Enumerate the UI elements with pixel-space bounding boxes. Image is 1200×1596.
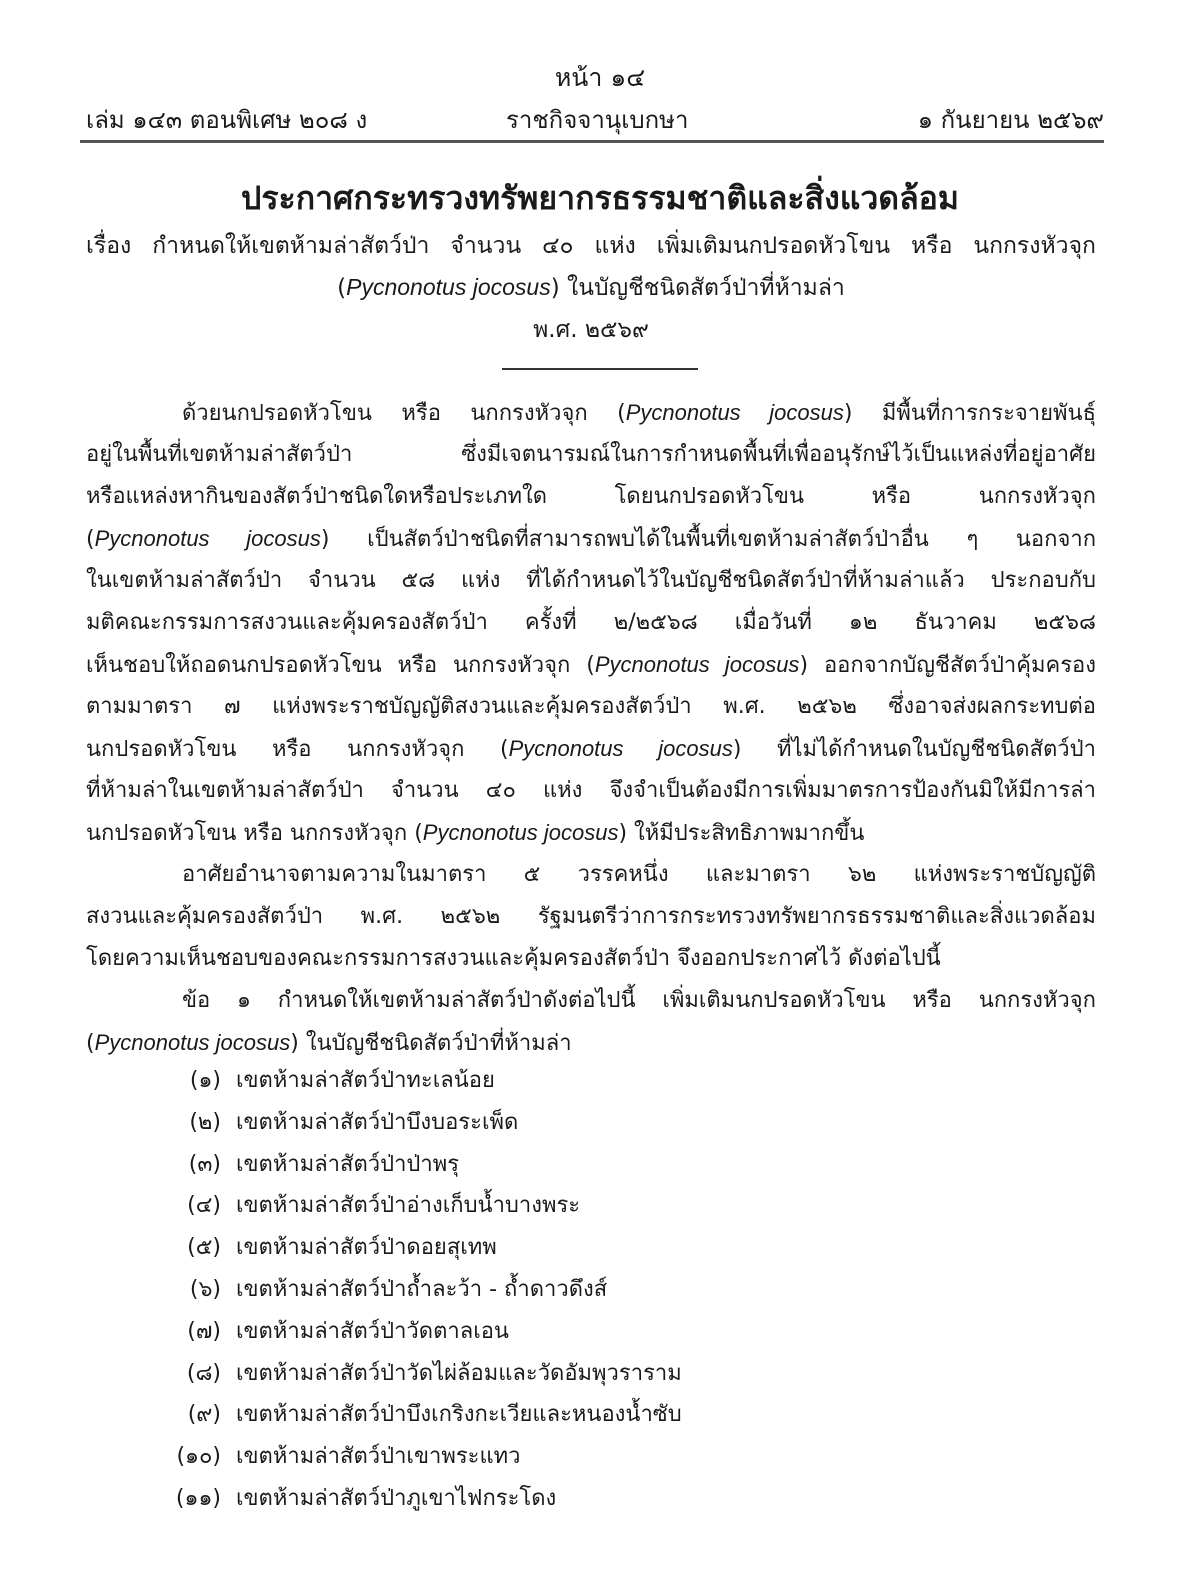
list-item [86,1436,1096,1478]
list-item [86,1478,1096,1520]
sanctuary-list [86,1060,1096,1520]
list-item [86,1311,1096,1353]
authority-paragraph [86,854,1096,980]
list-item [86,1353,1096,1395]
volume-issue: เล่ม ๑๔๓ ตอนพิเศษ ๒๐๘ ง [86,106,368,134]
item-name: เขตห้ามล่าสัตว์ป่าบึงบอระเพ็ด [236,1109,519,1135]
paragraph-line: (Pycnonotus jocosus) เป็นสัตว์ป่าชนิดที่สามารถพบได้ในพื้นที่เขตห้ามล่าสัตว์ป่าอื่น ๆ นอกจาก [86,526,1096,552]
item-number: (๖) [189,1276,221,1302]
list-item [86,1269,1096,1311]
paragraph-line: นกปรอดหัวโขน หรือ นกกรงหัวจุก (Pycnonotus jocosus) ให้มีประสิทธิภาพมากขึ้น [86,820,865,846]
item-name: เขตห้ามล่าสัตว์ป่าทะเลน้อย [236,1068,495,1093]
item-number: (๑) [189,1068,221,1093]
paragraph-line: นกปรอดหัวโขน หรือ นกกรงหัวจุก (Pycnonotus jocosus) ที่ไม่ได้กำหนดในบัญชีชนิดสัตว์ป่า [86,736,1096,762]
gazette-name: ราชกิจจานุเบกษา [506,106,689,134]
paragraph-line: ด้วยนกปรอดหัวโขน หรือ นกกรงหัวจุก (Pycnonotus jocosus) มีพื้นที่การกระจายพันธุ์ [182,400,1096,426]
paragraph-line: ตามมาตรา ๗ แห่งพระราชบัญญัติสงวนและคุ้มครองสัตว์ป่า พ.ศ. ๒๕๖๒ ซึ่งอาจส่งผลกระทบต่อ [86,694,1096,719]
item-number: (๘) [186,1360,221,1386]
header-divider [80,140,1104,143]
paragraph-line: ที่ห้ามล่าในเขตห้ามล่าสัตว์ป่า จำนวน ๔๐ แห่ง จึงจำเป็นต้องมีการเพิ่มมาตรการป้องกันมิให้มีการล่า [86,778,1096,803]
paragraph-line: มติคณะกรรมการสงวนและคุ้มครองสัตว์ป่า ครั้งที่ ๒/๒๕๖๘ เมื่อวันที่ ๑๒ ธันวาคม ๒๕๖๘ [86,610,1096,635]
item-name: เขตห้ามล่าสัตว์ป่าบึงเกริงกะเวียและหนองน้ำซับ [236,1402,682,1428]
title-divider [502,368,698,370]
list-item [86,1060,1096,1102]
clause-1 [86,980,1096,1064]
list-item [86,1227,1096,1269]
paragraph-line: เห็นชอบให้ถอดนกปรอดหัวโขน หรือ นกกรงหัวจุก (Pycnonotus jocosus) ออกจากบัญชีสัตว์ป่าคุ้มครอง [86,652,1096,678]
item-number: (๔) [187,1193,221,1219]
list-item [86,1394,1096,1436]
item-name: เขตห้ามล่าสัตว์ป่าดอยสุเทพ [236,1235,497,1261]
paragraph-line: สงวนและคุ้มครองสัตว์ป่า พ.ศ. ๒๕๖๒ รัฐมนตรีว่าการกระทรวงทรัพยากรธรรมชาติและสิ่งแวดล้อม [86,904,1096,929]
announcement-subject-line-2: (Pycnonotus jocosus) ในบัญชีชนิดสัตว์ป่าที่ห้ามล่า [337,274,845,301]
paragraph-line: ข้อ ๑ กำหนดให้เขตห้ามล่าสัตว์ป่าดังต่อไปนี้ เพิ่มเติมนกปรอดหัวโขน หรือ นกกรงหัวจุก [182,988,1096,1013]
paragraph-line: (Pycnonotus jocosus) ในบัญชีชนิดสัตว์ป่าที่ห้ามล่า [86,1030,572,1056]
announcement-subject-line-1: เรื่อง กำหนดให้เขตห้ามล่าสัตว์ป่า จำนวน ๔๐ แห่ง เพิ่มเติมนกปรอดหัวโขน หรือ นกกรงหัวจุก [86,233,1096,259]
item-number: (๑๐) [176,1444,221,1470]
item-name: เขตห้ามล่าสัตว์ป่าวัดไผ่ล้อมและวัดอัมพุวราราม [236,1360,682,1386]
gazette-header [86,102,1104,138]
paragraph-line: หรือแหล่งหากินของสัตว์ป่าชนิดใดหรือประเภทใด โดยนกปรอดหัวโขน หรือ นกกรงหัวจุก [86,484,1096,509]
list-item [86,1144,1096,1186]
paragraph-line: ในเขตห้ามล่าสัตว์ป่า จำนวน ๕๘ แห่ง ที่ได้กำหนดไว้ในบัญชีชนิดสัตว์ป่าที่ห้ามล่าแล้ว ประกอบกับ [86,568,1096,593]
item-number: (๕) [187,1235,221,1261]
item-name: เขตห้ามล่าสัตว์ป่าภูเขาไฟกระโดง [236,1485,557,1511]
item-number: (๙) [187,1402,221,1428]
list-item [86,1102,1096,1144]
item-number: (๓) [188,1151,221,1177]
item-name: เขตห้ามล่าสัตว์ป่าป่าพรุ [236,1151,460,1177]
item-number: (๒) [189,1109,221,1135]
page-number: หน้า ๑๔ [554,63,646,92]
preamble-paragraph [86,392,1096,854]
paragraph-line: โดยความเห็นชอบของคณะกรรมการสงวนและคุ้มครองสัตว์ป่า จึงออกประกาศไว้ ดังต่อไปนี้ [86,946,941,971]
item-name: เขตห้ามล่าสัตว์ป่าวัดตาลเอน [236,1318,509,1344]
item-name: เขตห้ามล่าสัตว์ป่าถ้ำละว้า - ถ้ำดาวดึงส์ [236,1276,608,1302]
announcement-title: ประกาศกระทรวงทรัพยากรธรรมชาติและสิ่งแวดล้อม [241,179,959,217]
announcement-year: พ.ศ. ๒๕๖๙ [533,317,649,343]
item-number: (๗) [187,1318,221,1344]
paragraph-line: อยู่ในพื้นที่เขตห้ามล่าสัตว์ป่า ซึ่งมีเจตนารมณ์ในการกำหนดพื้นที่เพื่ออนุรักษ์ไว้เป็นแหล่งที่อยู่อาศัย [86,442,1096,467]
publication-date: ๑ กันยายน ๒๕๖๙ [917,106,1104,134]
item-number: (๑๑) [175,1485,221,1511]
paragraph-line: อาศัยอำนาจตามความในมาตรา ๕ วรรคหนึ่ง และมาตรา ๖๒ แห่งพระราชบัญญัติ [182,862,1096,887]
item-name: เขตห้ามล่าสัตว์ป่าเขาพระแทว [236,1444,521,1470]
list-item [86,1185,1096,1227]
item-name: เขตห้ามล่าสัตว์ป่าอ่างเก็บน้ำบางพระ [236,1193,581,1219]
